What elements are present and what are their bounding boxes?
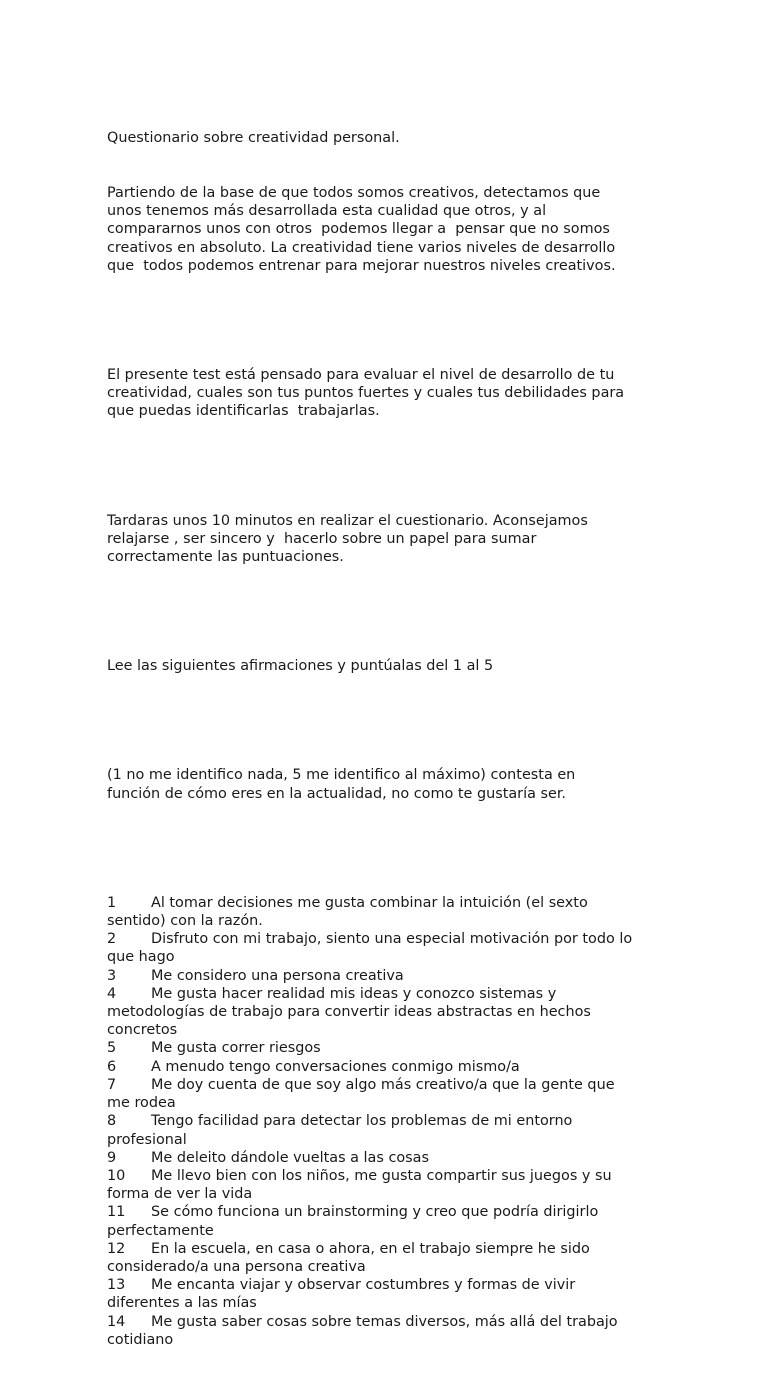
question-item [107, 1112, 667, 1148]
question-item [107, 1076, 667, 1112]
question-item [107, 1203, 667, 1239]
question-text-continued: perfectamente [107, 1222, 214, 1239]
question-number: 6 [107, 1058, 117, 1075]
question-number: 3 [107, 967, 117, 984]
question-text: Tengo facilidad para detectar los problemas de mi entorno [151, 1113, 573, 1130]
question-item [107, 1149, 667, 1167]
question-text: Al tomar decisiones me gusta combinar la intuición (el sexto [151, 894, 588, 911]
paragraph-spacer [107, 603, 667, 621]
question-text: Me considero una persona creativa [151, 967, 404, 984]
question-text: Me doy cuenta de que soy algo más creativo/a que la gente que [151, 1076, 615, 1093]
question-number: 11 [107, 1204, 126, 1221]
question-item [107, 1039, 667, 1057]
question-text: Me gusta correr riesgos [151, 1040, 321, 1057]
question-text: Disfruto con mi trabajo, siento una especial motivación por todo lo [151, 931, 633, 948]
question-number: 14 [107, 1313, 126, 1330]
intro-paragraph: Partiendo de la base de que todos somos creativos, detectamos que unos tenemos más desarrollada esta cualidad que otros, y al compararnos unos con otros podemos llegar a pensar que no somos creativos en absoluto. La creatividad tiene varios niveles de desarrollo que todos podemos entrenar para mejorar nuestros niveles creativos. [107, 185, 616, 274]
question-text-continued: profesional [107, 1131, 187, 1148]
question-text: Me llevo bien con los niños, me gusta compartir sus juegos y su [151, 1167, 612, 1184]
question-number: 1 [107, 894, 117, 911]
question-item [107, 1240, 667, 1276]
question-text-continued: sentido) con la razón. [107, 913, 263, 930]
question-item [107, 894, 667, 930]
question-text-continued: cotidiano [107, 1331, 174, 1348]
question-number: 9 [107, 1149, 117, 1166]
document-body [107, 93, 667, 1385]
question-number: 12 [107, 1240, 126, 1257]
question-number: 7 [107, 1076, 117, 1093]
question-number: 10 [107, 1167, 126, 1184]
question-text: Me deleito dándole vueltas a las cosas [151, 1149, 429, 1166]
question-number: 4 [107, 985, 117, 1002]
question-text-continued: que hago [107, 949, 175, 966]
question-text-continued: me rodea [107, 1095, 176, 1112]
time-note-paragraph: Tardaras unos 10 minutos en realizar el cuestionario. Aconsejamos relajarse , ser sincero y hacerlo sobre un papel para sumar correctamente las puntuaciones. [107, 512, 588, 566]
question-text: Me gusta saber cosas sobre temas diversos, más allá del trabajo [151, 1313, 618, 1330]
question-item [107, 1313, 667, 1349]
question-text-continued: considerado/a una persona creativa [107, 1258, 366, 1275]
question-item [107, 967, 667, 985]
question-item [107, 985, 667, 1040]
paragraph-spacer [107, 712, 667, 730]
question-text-continued: forma de ver la vida [107, 1186, 253, 1203]
question-text: Me encanta viajar y observar costumbres y formas de vivir [151, 1277, 576, 1294]
document-title: Questionario sobre creatividad personal. [107, 130, 400, 147]
question-number: 2 [107, 931, 117, 948]
question-item [107, 1167, 667, 1203]
question-text: A menudo tengo conversaciones conmigo mismo/a [151, 1058, 520, 1075]
question-text: En la escuela, en casa o ahora, en el trabajo siempre he sido [151, 1240, 590, 1257]
question-number: 5 [107, 1040, 117, 1057]
instruction-paragraph: Lee las siguientes afirmaciones y puntúalas del 1 al 5 [107, 658, 494, 675]
question-item [107, 930, 667, 966]
question-text: Me gusta hacer realidad mis ideas y conozco sistemas y [151, 985, 557, 1002]
question-text-continued: metodologías de trabajo para convertir ideas abstractas en hechos concretos [107, 1004, 591, 1039]
question-text-continued: diferentes a las mías [107, 1295, 257, 1312]
question-number: 13 [107, 1277, 126, 1294]
scale-note-paragraph: (1 no me identifico nada, 5 me identifico al máximo) contesta en función de cómo eres en la actualidad, no como te gustaría ser. [107, 767, 576, 802]
question-number: 8 [107, 1113, 117, 1130]
question-text: Se cómo funciona un brainstorming y creo que podría dirigirlo [151, 1204, 599, 1221]
question-list [107, 894, 667, 1349]
paragraph-spacer [107, 311, 667, 329]
paragraph-spacer [107, 457, 667, 475]
question-item [107, 1058, 667, 1076]
purpose-paragraph: El presente test está pensado para evaluar el nivel de desarrollo de tu creatividad, cuales son tus puntos fuertes y cuales tus debilidades para que puedas identificarlas trabajarlas. [107, 367, 625, 420]
paragraph-spacer [107, 839, 667, 857]
question-item [107, 1276, 667, 1312]
